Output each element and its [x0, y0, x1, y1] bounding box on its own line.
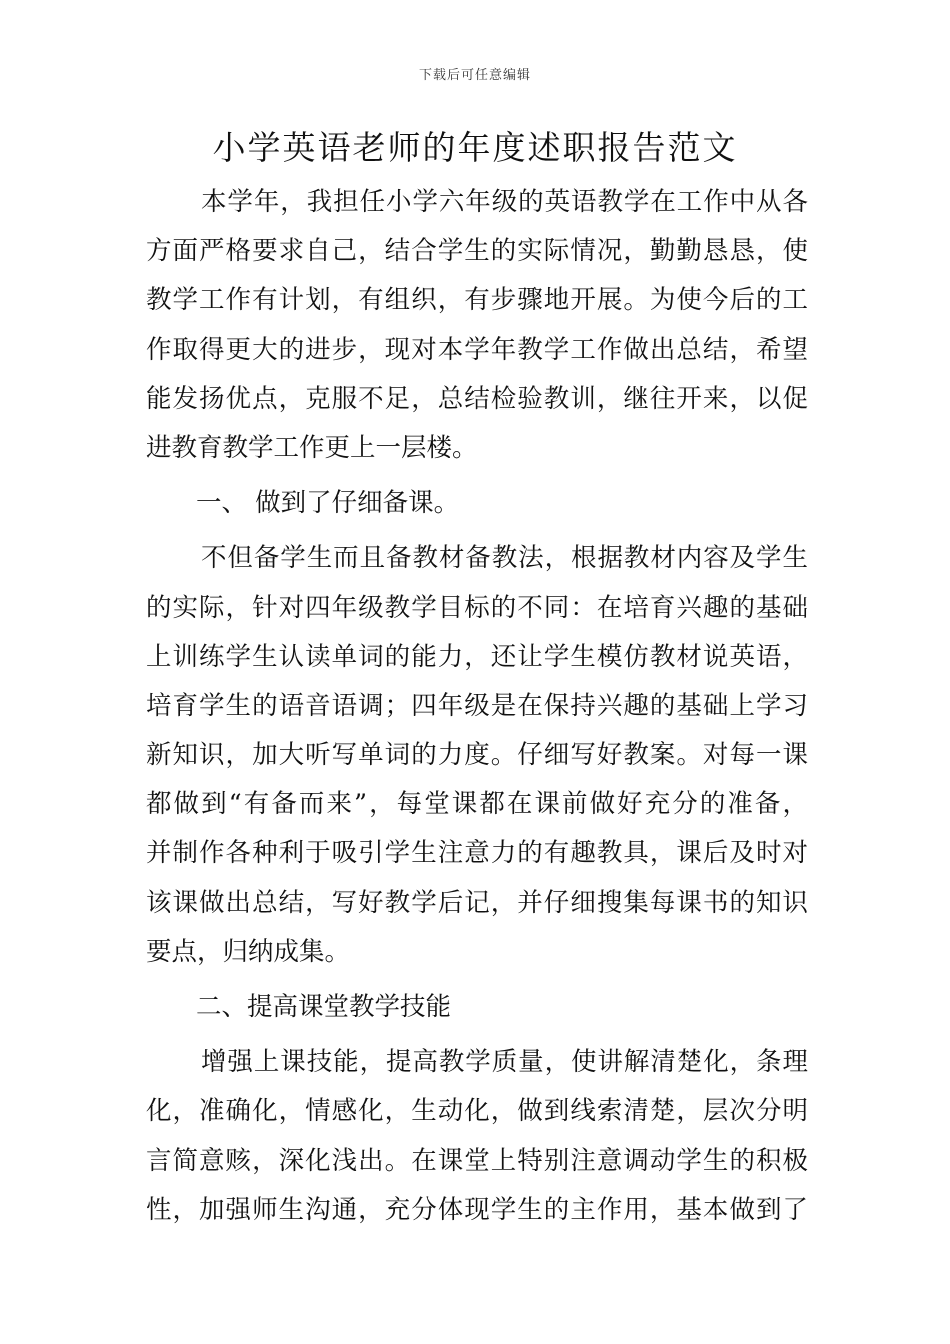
paragraph-line: 培育学生的语音语调；四年级是在保持兴趣的基础上学习 [146, 690, 808, 721]
header-note: 下载后可任意编辑 [418, 68, 531, 83]
paragraph-line: 上训练学生认读单词的能力，还让学生模仿教材说英语， [146, 641, 808, 672]
section-heading-1: 一、 做到了仔细备课。 [196, 488, 460, 519]
paragraph-line: 都做到“有备而来”，每堂课都在课前做好充分的准备， [146, 789, 808, 820]
paragraph-line: 并制作各种利于吸引学生注意力的有趣教具，课后及时对 [146, 838, 808, 869]
paragraph-line: 作取得更大的进步，现对本学年教学工作做出总结，希望 [146, 334, 808, 365]
paragraph-line: 增强上课技能，提高教学质量，使讲解清楚化，条理 [201, 1047, 808, 1078]
paragraph-preparation [146, 534, 808, 977]
paragraph-line: 言简意赅，深化浅出。在课堂上特别注意调动学生的积极 [146, 1145, 808, 1176]
paragraph-line: 能发扬优点，克服不足，总结检验教训，继往开来，以促 [146, 383, 808, 414]
paragraph-line: 进教育教学工作更上一层楼。 [146, 432, 478, 463]
section-heading-2: 二、提高课堂教学技能 [196, 992, 452, 1022]
paragraph-line: 要点，归纳成集。 [146, 936, 351, 967]
paragraph-line: 的实际，针对四年级教学目标的不同：在培育兴趣的基础 [146, 592, 808, 623]
paragraph-line: 性，加强师生沟通，充分体现学生的主作用，基本做到了 [146, 1194, 808, 1225]
paragraph-line: 不但备学生而且备教材备教法，根据教材内容及学生 [201, 543, 808, 574]
paragraph-teaching-skills [146, 1038, 808, 1235]
paragraph-intro [146, 178, 808, 473]
document-title: 小学英语老师的年度述职报告范文 [212, 128, 738, 167]
paragraph-line: 教学工作有计划，有组织，有步骤地开展。为使今后的工 [146, 285, 808, 316]
paragraph-line: 本学年，我担任小学六年级的英语教学在工作中从各 [201, 187, 808, 217]
paragraph-line: 新知识，加大听写单词的力度。仔细写好教案。对每一课 [146, 740, 808, 771]
paragraph-line: 化，准确化，情感化，生动化，做到线索清楚，层次分明 [146, 1096, 808, 1127]
document-body [146, 178, 808, 1235]
paragraph-line: 方面严格要求自己，结合学生的实际情况，勤勤恳恳，使 [146, 236, 808, 267]
paragraph-line: 该课做出总结，写好教学后记，并仔细搜集每课书的知识 [146, 887, 808, 918]
